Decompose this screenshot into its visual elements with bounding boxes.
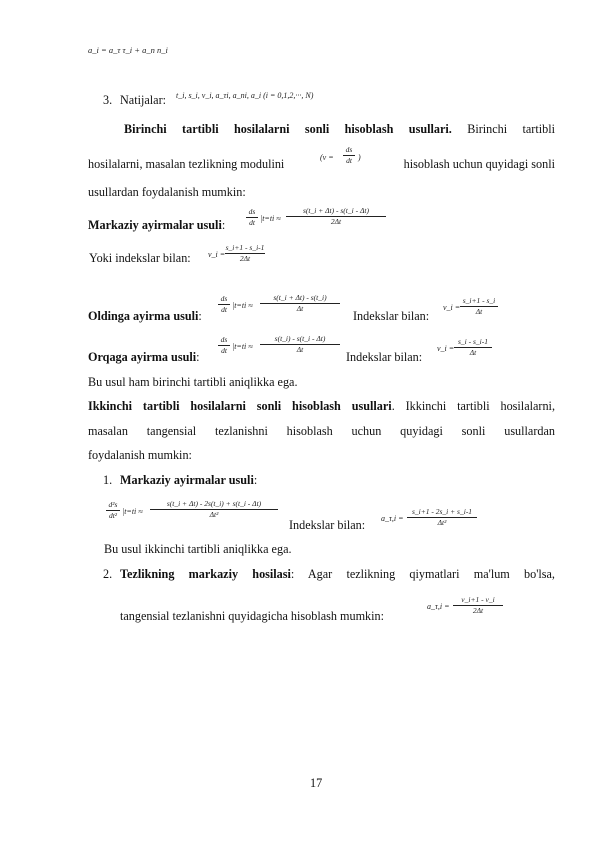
item-2-number: 2. bbox=[103, 567, 113, 581]
item-1-colon: : bbox=[253, 473, 258, 487]
results-formula: t_i, s_i, v_i, a_τi, a_ni, a_i (i = 0,1,2,···, N) bbox=[176, 91, 314, 100]
forward-index-lhs: v_i = bbox=[443, 303, 461, 312]
backward-method-colon: : bbox=[196, 350, 200, 364]
central-rhs bbox=[286, 207, 386, 226]
velocity-diff-fraction bbox=[453, 596, 503, 615]
central-index-formula bbox=[208, 244, 268, 268]
forward-method-label: Oldinga ayirma usuli bbox=[88, 309, 199, 323]
central-method-row bbox=[88, 218, 225, 232]
backward-formula bbox=[218, 335, 343, 361]
item-1-row bbox=[120, 473, 257, 487]
item-1-index-den: Δt² bbox=[437, 518, 447, 527]
second-order-formula bbox=[106, 500, 281, 526]
second-order-rhs bbox=[150, 500, 278, 519]
backward-method-label: Orqaga ayirma usuli bbox=[88, 350, 197, 364]
central-formula bbox=[246, 207, 406, 233]
central-index-label: Yoki indekslar bilan: bbox=[89, 251, 191, 265]
forward-index-fraction bbox=[460, 297, 498, 316]
forward-method-row bbox=[88, 309, 202, 323]
item-2-line1-rest: : Agar tezlikning qiymatlari ma'lum bo'lsa, bbox=[290, 567, 555, 581]
item-1-index-num: s_i+1 - 2s_i + s_i-1 bbox=[411, 507, 473, 516]
section1-heading-tail: Birinchi tartibli bbox=[467, 122, 555, 136]
backward-method-row bbox=[88, 350, 200, 364]
accuracy-note-2: Bu usul ikkinchi tartibli aniqlikka ega. bbox=[104, 542, 292, 556]
velocity-diff-num: v_i+1 - v_i bbox=[461, 595, 495, 604]
item-1-index-fraction bbox=[407, 508, 477, 527]
v-formula-rhs: ) bbox=[358, 153, 361, 162]
section2-line3: foydalanish mumkin: bbox=[88, 448, 192, 462]
backward-rhs-num: s(t_i) - s(t_i - Δt) bbox=[274, 334, 326, 343]
central-rhs-den: 2Δt bbox=[330, 217, 342, 226]
forward-index-formula bbox=[443, 297, 503, 321]
central-index-lhs: v_i = bbox=[208, 250, 226, 259]
central-lhs bbox=[246, 208, 258, 227]
forward-index-den: Δt bbox=[475, 307, 483, 316]
item-2-line1 bbox=[120, 567, 555, 581]
item-1-label: Markaziy ayirmalar usuli bbox=[120, 473, 254, 487]
second-order-lhs bbox=[106, 501, 120, 520]
section2-heading: Ikkinchi tartibli hosilalarni sonli hisoblash usullari bbox=[88, 399, 392, 413]
item-1-index-label: Indekslar bilan: bbox=[289, 518, 366, 532]
forward-lhs-den: dt bbox=[221, 305, 227, 314]
backward-index-lhs: v_i = bbox=[437, 344, 455, 353]
section2-heading-tail: . Ikkinchi tartibli hosilalarni, bbox=[391, 399, 555, 413]
backward-rhs-den: Δt bbox=[296, 345, 304, 354]
backward-rhs bbox=[260, 335, 340, 354]
forward-at: |t=ti ≈ bbox=[232, 301, 253, 310]
second-order-lhs-den: dt² bbox=[108, 511, 118, 520]
v-formula-num: ds bbox=[345, 145, 353, 154]
backward-at: |t=ti ≈ bbox=[232, 342, 253, 351]
backward-index-num: s_i - s_i-1 bbox=[458, 337, 488, 346]
forward-index-label: Indekslar bilan: bbox=[353, 309, 430, 323]
velocity-diff-formula bbox=[427, 596, 517, 620]
forward-lhs bbox=[218, 295, 230, 314]
central-method-label: Markaziy ayirmalar usuli bbox=[88, 218, 222, 232]
backward-index-formula bbox=[437, 338, 497, 362]
item-3-label: Natijalar: bbox=[120, 93, 167, 107]
section1-line2a: hosilalarni, masalan tezlikning modulini bbox=[88, 157, 285, 171]
section2-line1 bbox=[88, 399, 555, 413]
v-formula-lhs: (v = bbox=[320, 153, 334, 162]
item-3-number: 3. bbox=[103, 93, 113, 107]
section2-line2: masalan tangensial tezlanishni hisoblash uchun quyidagi sonli usullardan bbox=[88, 424, 555, 438]
item-2-label: Tezlikning markaziy hosilasi bbox=[120, 567, 291, 581]
central-lhs-den: dt bbox=[249, 218, 255, 227]
forward-formula bbox=[218, 294, 343, 320]
forward-lhs-num: ds bbox=[220, 294, 228, 303]
backward-lhs bbox=[218, 336, 230, 355]
accuracy-note-1: Bu usul ham birinchi tartibli aniqlikka ega. bbox=[88, 375, 298, 389]
forward-index-num: s_i+1 - s_i bbox=[462, 296, 496, 305]
velocity-diff-den: 2Δt bbox=[472, 606, 484, 615]
second-order-at: |t=ti ≈ bbox=[122, 507, 143, 516]
v-formula-den: dt bbox=[346, 156, 352, 165]
central-method-colon: : bbox=[221, 218, 226, 232]
item-1-index-lhs: a_τ,i = bbox=[381, 514, 404, 523]
section1-line2b: hisoblash uchun quyidagi sonli bbox=[403, 157, 555, 171]
page-number: 17 bbox=[310, 776, 323, 790]
v-formula-fraction bbox=[343, 146, 355, 165]
backward-index-fraction bbox=[454, 338, 492, 357]
central-rhs-num: s(t_i + Δt) - s(t_i - Δt) bbox=[303, 206, 369, 215]
central-at: |t=ti ≈ bbox=[260, 214, 281, 223]
section1-line1 bbox=[124, 122, 555, 136]
second-order-rhs-den: Δt² bbox=[209, 510, 219, 519]
forward-rhs bbox=[260, 294, 340, 313]
backward-lhs-num: ds bbox=[220, 335, 228, 344]
second-order-rhs-num: s(t_i + Δt) - 2s(t_i) + s(t_i - Δt) bbox=[166, 499, 262, 508]
forward-method-colon: : bbox=[198, 309, 202, 323]
section1-line3: usullardan foydalanish mumkin: bbox=[88, 185, 246, 199]
velocity-diff-lhs: a_τ,i = bbox=[427, 602, 450, 611]
forward-rhs-num: s(t_i + Δt) - s(t_i) bbox=[273, 293, 327, 302]
item-2-line2: tangensial tezlanishni quyidagicha hisoblash mumkin: bbox=[120, 609, 385, 623]
central-index-den: 2Δt bbox=[239, 254, 251, 263]
item-1-index-formula bbox=[381, 508, 481, 532]
central-index-num: s_i+1 - s_i-1 bbox=[225, 243, 265, 252]
section1-heading: Birinchi tartibli hosilalarni sonli hisoblash usullari. bbox=[124, 122, 452, 136]
central-lhs-num: ds bbox=[248, 207, 256, 216]
backward-lhs-den: dt bbox=[221, 346, 227, 355]
backward-index-label: Indekslar bilan: bbox=[346, 350, 423, 364]
backward-index-den: Δt bbox=[469, 348, 477, 357]
second-order-lhs-num: d²s bbox=[108, 500, 118, 509]
item-1-number: 1. bbox=[103, 473, 113, 487]
acceleration-formula: a_i = a_τ τ_i + a_n n_i bbox=[88, 45, 168, 55]
forward-rhs-den: Δt bbox=[296, 304, 304, 313]
central-index-fraction bbox=[225, 244, 265, 263]
